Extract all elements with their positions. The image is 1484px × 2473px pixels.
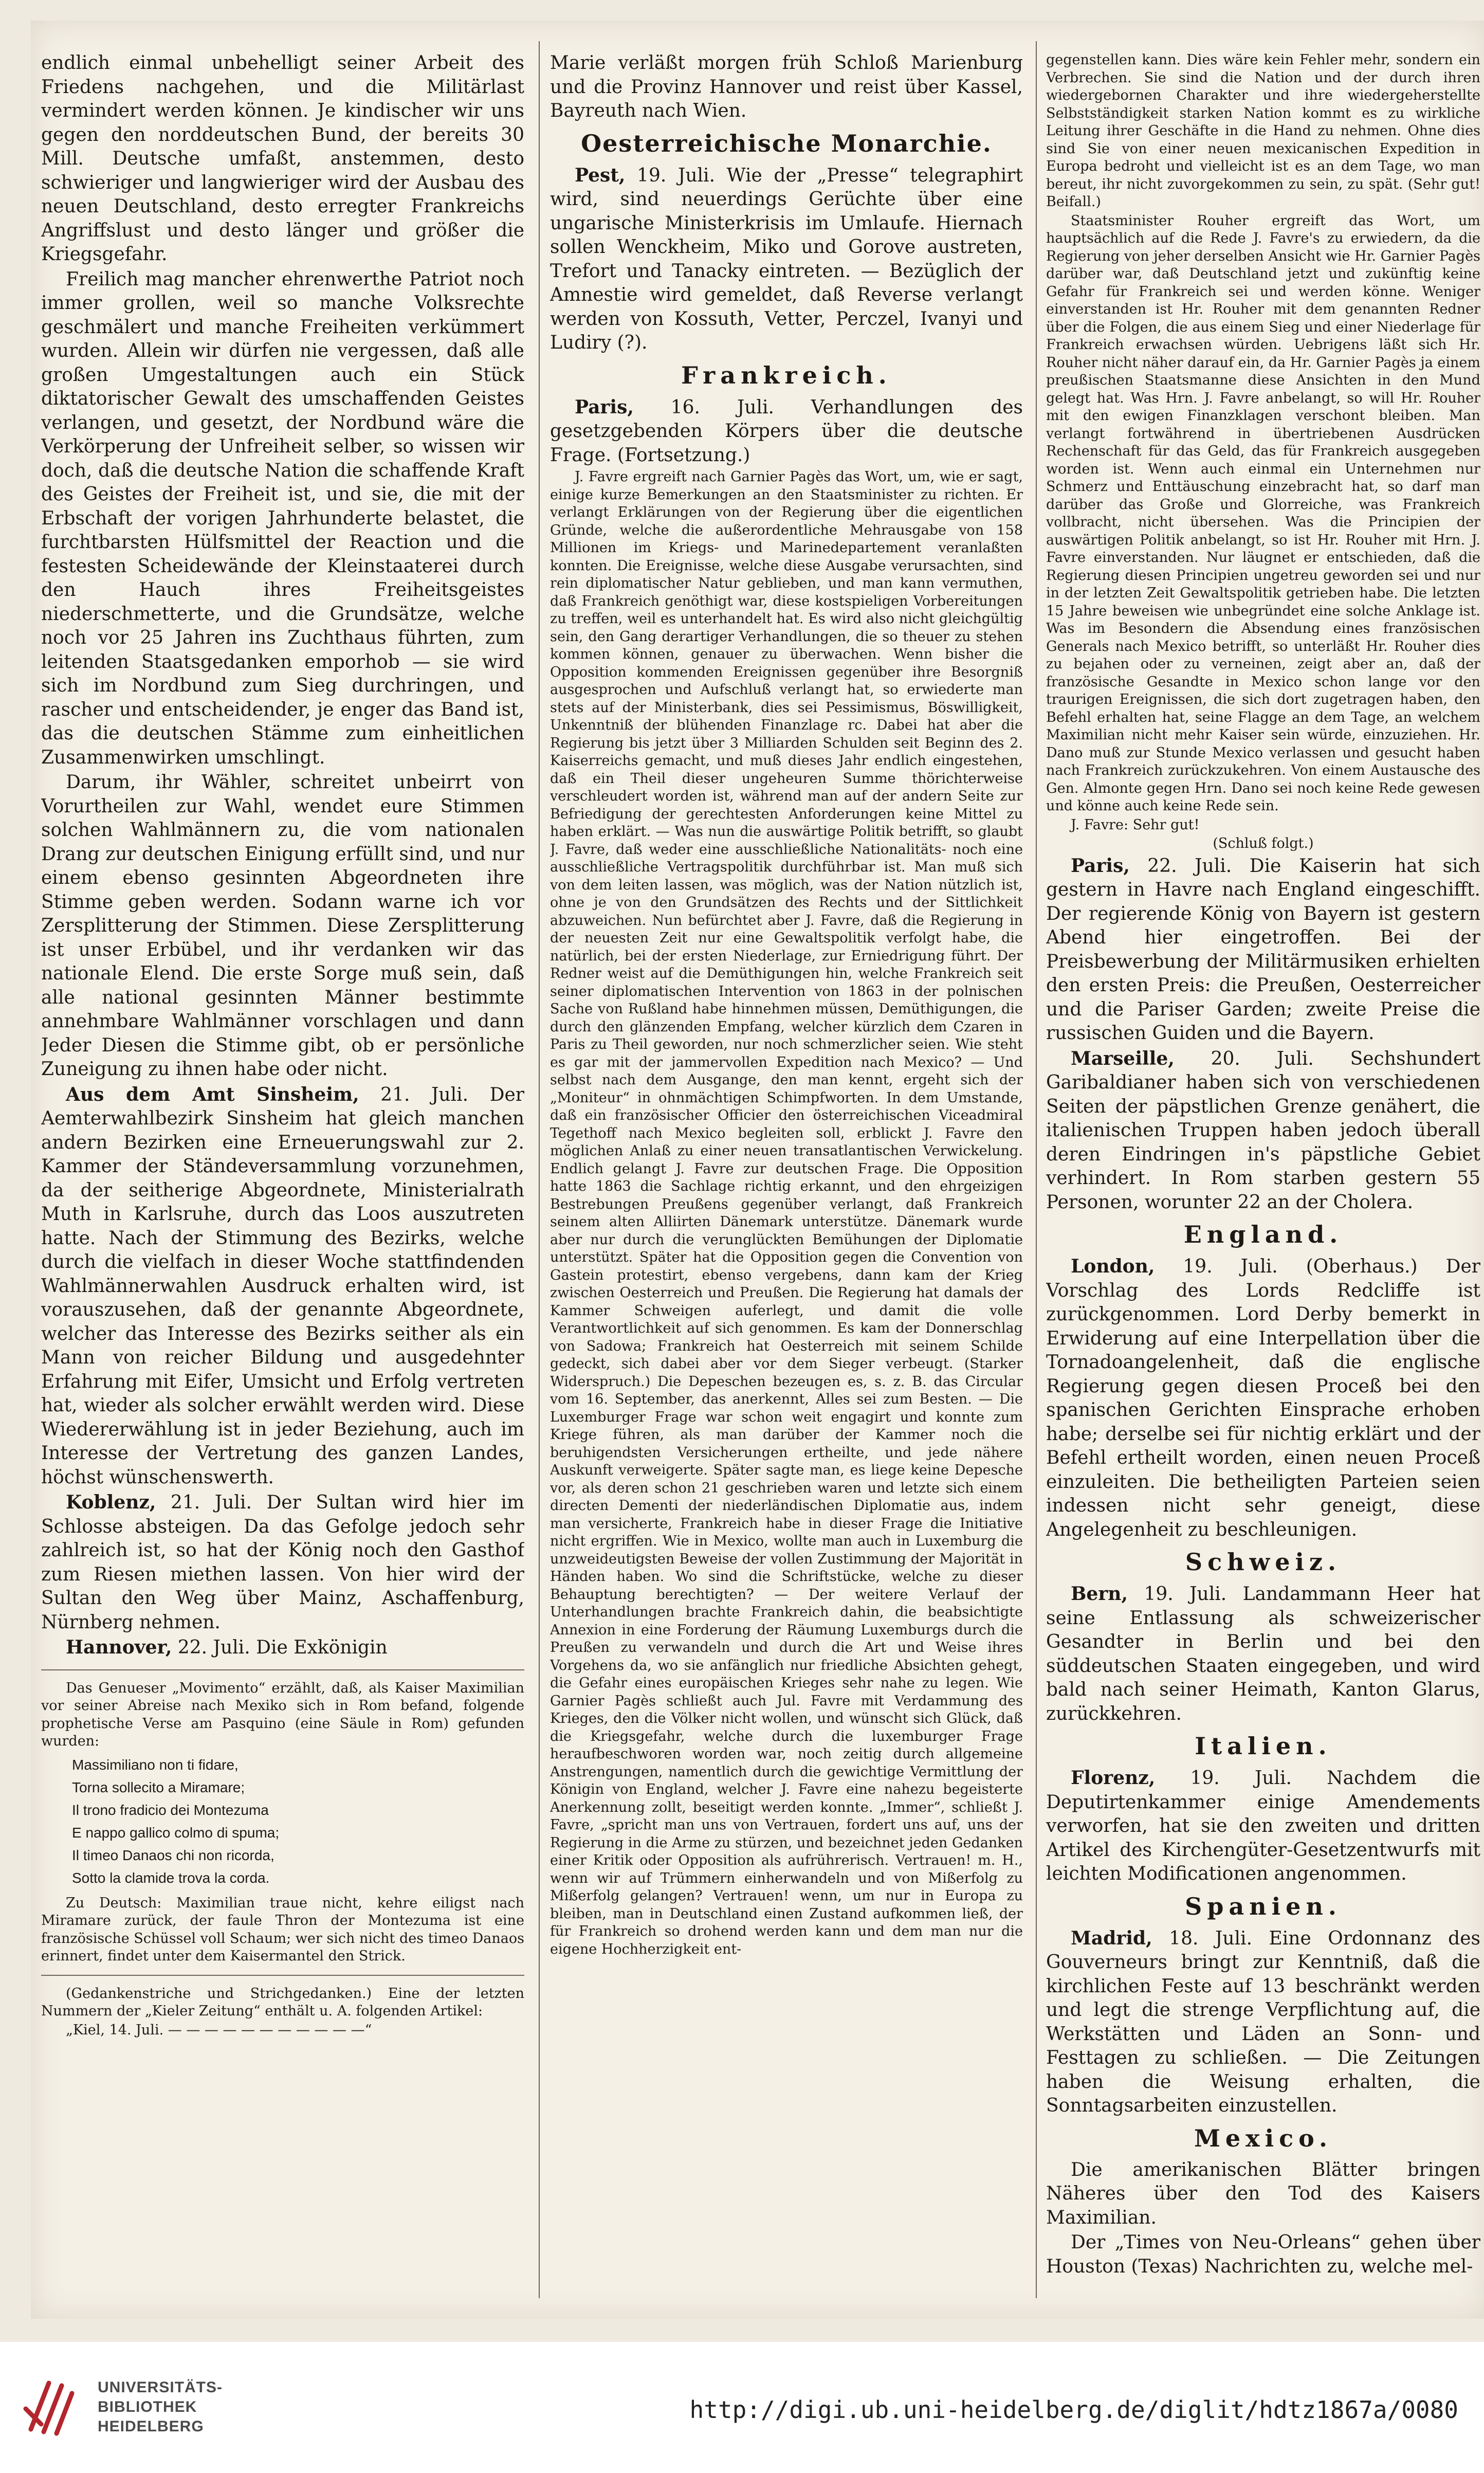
poem-line: Il trono fradicio dei Montezuma xyxy=(72,1802,269,1818)
debate-paragraph: J. Favre: Sehr gut! xyxy=(1071,816,1200,833)
university-library-logo xyxy=(21,2373,82,2440)
news-text: 18. Juli. Eine Ordonnanz des Gouverneurs bringt zur Kenntniß, daß die kirchlichen Feste auf 13 beschränkt werden und legt die strenge Verpflichtung auf, die Werkstätten und Läden an Sonn- und Festtagen zu schließen. — Die Zeitungen haben die Weisung erhalten, die Sonntagsarbeiten einzustellen. xyxy=(1046,1928,1480,2116)
column-right xyxy=(1046,51,1480,2288)
news-item-pest xyxy=(550,163,1023,355)
news-item-florenz xyxy=(1046,1766,1480,1886)
divider xyxy=(41,1669,524,1670)
news-text: 21. Juli. Der Sultan wird hier im Schlosse absteigen. Da das Gefolge jedoch sehr zahlreich ist, so hat der König noch den Gasthof zum Riesen miethen lassen. Von hier wird der Sultan den Weg über Mainz, Aschaffenburg, Nürnberg nehmen. xyxy=(41,1492,524,1633)
poem-line: Il timeo Danaos chi non ricorda, xyxy=(72,1847,274,1863)
news-item-sinsheim xyxy=(41,1083,524,1490)
news-item-hannover xyxy=(41,1635,524,1660)
news-text: 20. Juli. Sechshundert Garibaldianer haben sich von verschiedenen Seiten der päpstlichen Grenze genähert, die italienischen Truppen haben jedoch überall deren Eindringen in's päpstliche Gebiet verhindert. In Rom starben gestern 55 Personen, worunter 22 an der Cholera. xyxy=(1046,1048,1480,1213)
poem-translation: Zu Deutsch: Maximilian traue nicht, kehre eiligst nach Miramare zurück, der faule Thron der Montezuma ist eine französische Schüssel voll Schaum; wer sich nicht des timeo Danaos erinnert, findet unter dem Kaisermantel den Strick. xyxy=(41,1895,524,1964)
debate-paragraph: gegenstellen kann. Dies wäre kein Fehler mehr, sondern ein Verbrechen. Sie sind die Nation und der durch ihren wiedergebornen Charakter und ihre wiedergeherstellte Selbstständigkeit starken Nation kommt es zu wirkliche Leitung ihrer Geschäfte in die Hand zu nehmen. Ohne dies sind Sie von einer neuen mexicanischen Expedition in Europa bedroht und vielleicht ist es an dem Tage, wo man bereut, ihr nicht zuvorgekommen zu sein, zu spät. (Sehr gut! Beifall.) xyxy=(1046,52,1480,210)
digitization-footer xyxy=(0,2342,1484,2473)
news-item-koblenz xyxy=(41,1490,524,1634)
dateline: Pest, xyxy=(575,164,626,186)
continued-note: (Schluß folgt.) xyxy=(1213,835,1314,851)
column-left xyxy=(41,51,524,2288)
dateline: Aus dem Amt Sinsheim, xyxy=(66,1083,359,1105)
news-text: 16. Juli. Verhandlungen des gesetzgebenden Körpers über die deutsche Frage. (Fortsetzung.) xyxy=(550,396,1023,466)
news-item-paris xyxy=(1046,854,1480,1046)
news-text: 19. Juli. Wie der „Presse“ telegraphirt wird, sind neuerdings Gerüchte über eine ungarische Ministerkrisis im Umlaufe. Hiernach sollen Wenckheim, Miko und Gorove austreten, Trefort und Tanacky eintreten. — Bezüglich der Amnestie wird gemeldet, daß Reverse verlangt werden von Kossuth, Vetter, Perczel, Ivanyi und Ludiry (?). xyxy=(550,165,1023,353)
feuilleton-intro: (Gedankenstriche und Strichgedanken.) Eine der letzten Nummern der „Kieler Zeitung“ enthält u. A. folgenden Artikel: xyxy=(41,1985,524,2019)
news-item-marseille xyxy=(1046,1047,1480,1215)
dateline: Bern, xyxy=(1071,1583,1128,1605)
article-paragraph: Die amerikanischen Blätter bringen Näheres über den Tod des Kaisers Maximilian. xyxy=(1046,2159,1480,2228)
library-name-line: UNIVERSITÄTS- xyxy=(98,2379,223,2396)
library-name-line: HEIDELBERG xyxy=(98,2418,204,2435)
news-text: 22. Juli. Die Kaiserin hat sich gestern in Havre nach England eingeschifft. Der regierende König von Bayern ist gestern Abend hier eingetroffen. Bei der Preisbewerbung der Militärmusiken erhielten den ersten Preis: die Preußen, Oesterreicher und die Pariser Garden; zweite Preise die russischen Guiden und die Bayern. xyxy=(1046,855,1480,1044)
dateline: Paris, xyxy=(1071,854,1130,877)
poem-line: Sotto la clamide trova la corda. xyxy=(72,1869,270,1886)
news-text: 19. Juli. Landammann Heer hat seine Entlassung als schweizerischer Gesandter in Berlin und bei den süddeutschen Staaten eingegeben, und wird bald nach seiner Heimath, Kanton Glarus, zurückkehren. xyxy=(1046,1584,1480,1724)
column-rule xyxy=(539,41,540,2298)
article-paragraph: Marie verläßt morgen früh Schloß Marienburg und die Provinz Hannover und reist über Kassel, Bayreuth nach Wien. xyxy=(550,52,1023,121)
news-item-madrid xyxy=(1046,1926,1480,2118)
section-heading: Mexico. xyxy=(1194,2124,1332,2152)
divider xyxy=(41,1975,524,1976)
poem-line: Torna sollecito a Miramare; xyxy=(72,1779,245,1795)
kiel-quote: „Kiel, 14. Juli. — — — — — — — — — — —“ xyxy=(66,2022,372,2038)
section-heading: Italien. xyxy=(1195,1732,1332,1760)
news-text: 19. Juli. Nachdem die Deputirtenkammer einige Amendements verworfen, hat sie den zweiten und dritten Artikel des Kirchengüter-Gesetzentwurfs mit leichten Modificationen angenommen. xyxy=(1046,1768,1480,1884)
article-paragraph: endlich einmal unbehelligt seiner Arbeit des Friedens nachgehen, und die Militärlast vermindert werden können. Je kindischer wir uns gegen den norddeutschen Bund, der bereits 30 Mill. Deutsche umfaßt, anstemmen, desto schwieriger und langwieriger wird der Ausbau des neuen Deutschland, desto erregter Frankreichs Angriffslust und desto länger und größer die Kriegsgefahr. xyxy=(41,52,524,265)
dateline: Florenz, xyxy=(1071,1767,1156,1789)
column-rule xyxy=(1036,41,1037,2298)
dateline: Paris, xyxy=(575,396,634,418)
column-middle xyxy=(550,51,1023,2288)
article-paragraph: Der „Times von Neu-Orleans“ gehen über Houston (Texas) Nachrichten zu, welche mel- xyxy=(1046,2232,1480,2277)
library-name xyxy=(98,2378,223,2436)
news-item-paris xyxy=(550,395,1023,468)
dateline: Hannover, xyxy=(66,1636,172,1658)
section-heading: England. xyxy=(1183,1221,1343,1248)
poem xyxy=(41,1754,524,1889)
section-heading: Frankreich. xyxy=(681,361,892,389)
debate-paragraph: J. Favre ergreift nach Garnier Pagès das Wort, um, wie er sagt, einige kurze Bemerkungen an den Staatsminister zu richten. Er verlangt Erklärungen von der Regierung über die eigentlichen Gründe, welche die außerordentliche Mehrausgabe von 158 Millionen im Kriegs- und Marinedepartement veranlaßten konnten. Die Ereignisse, welche diese Ausgabe verursachten, sind rein diplomatischer Natur geblieben, und man kann vermuthen, daß Frankreich genöthigt war, diese kostspieligen Vorbereitungen zu treffen, weil es unterhandelt hat. Es wird also nicht gleichgültig sein, den Gang derartiger Verhandlungen, die so theuer zu stehen kommen können, genauer zu überwachen. Wenn bisher die Opposition kommenden Ereignissen gegenüber ihre Besorgniß ausgesprochen und Aufschluß verlangt hat, so erwiederte man stets auf der Ministerbank, dies sei Pessimismus, Böswilligkeit, Unkenntniß der blühenden Finanzlage rc. Dabei hat aber die Regierung bis jetzt über 3 Milliarden Schulden seit Beginn des 2. Kaiserreichs gemacht, und muß dieses Jahr endlich eingestehen, daß ein Theil dieser ungeheuren Summe thörichterweise verschleudert worden ist, während man auf der andern Seite zur Befriedigung der gerechtesten Anforderungen keine Mittel zu haben erklärt. — Was nun die auswärtige Politik betrifft, so glaubt J. Favre, daß weder eine ausschließliche Nationalitäts- noch eine ausschließliche Vertragspolitik durchführbar ist. Man muß sich von dem leiten lassen, was möglich, was der Nation nützlich ist, ohne je von den Grundsätzen des Rechts und der Sittlichkeit abzuweichen. Nun befürchtet aber J. Favre, daß die Regierung in der neuesten Zeit nur eine Gewaltspolitik verfolgt habe, die natürlich, bei der ersten Niederlage, zur Erniedrigung führt. Der Redner weist auf die Demüthigungen hin, welche Frankreich seit seiner diplomatischen Intervention von 1863 in der polnischen Sache von Rußland habe hinnehmen müssen, Demüthigungen, die durch den glänzenden Empfang, welcher kürzlich dem Czaren in Paris zu Theil geworden, nur noch schmerzlicher seien. Wie steht es gar mit der jammervollen Expedition nach Mexico? — Und selbst nach dem Ausgange, den man kennt, ergeht sich der „Moniteur“ in ohnmächtigen Schimpfworten. In dem Umstande, daß ein französischer Officier den österreichischen Viceadmiral Tegethoff nach Mexico begleiten soll, erblickt J. Favre den möglichen Anlaß zu einer neuen transatlantischen Verwickelung. Endlich gelangt J. Favre zur deutschen Frage. Die Opposition hatte 1863 die Sachlage richtig erkannt, und den ehrgeizigen Bestrebungen Preußens gegenüber verlangt, daß Frankreich seinem alten Alliirten Dänemark unterstütze. Dänemark wurde aber nur durch die verunglückten Bemühungen der Diplomatie unterstützt. Später hat die Opposition gegen die Convention von Gastein protestirt, ebenso vergebens, dann kam der Krieg zwischen Oesterreich und Preußen. Die Regierung hat damals der Kammer Schweigen auferlegt, und damit die volle Verantwortlichkeit auf sich genommen. Es kam der Donnerschlag von Sadowa; Frankreich hat Oesterreich mit seinem Schilde gedeckt, sich dabei aber vor dem Sieger verbeugt. (Starker Widerspruch.) Die Depeschen bezeugen es, s. z. B. das Circular vom 16. September, das anerkennt, Alles sei zum Besten. — Die Luxemburger Frage war schon weit engagirt und konnte zum Kriege führen, als man darüber der Kammer noch die beruhigendsten Versicherungen ertheilte, und jede nähere Auskunft verweigerte. Später sagte man, es liege keine Depesche vor, als deren schon 21 geschrieben waren und letzte sich einem directen Dementi der niederländischen Diplomatie aus, indem man versicherte, Frankreich habe in dieser Frage die Initiative nicht ergriffen. Wie in Mexico, wollte man auch in Luxemburg die unzweideutigsten Beweise der vollen Zustimmung der Majorität in Händen haben. Wo sind die Schriftstücke, welche zu dieser Behauptung berechtigten? — Der weitere Verlauf der Unterhandlungen brachte Frankreich dahin, die beabsichtigte Annexion in eine Forderung der Räumung Luxemburgs durch die Preußen zu verwandeln und durch die Art und Weise ihres Vorgehens da, wo sie anfänglich nur friedliche Absichten gehegt, die Gefahr eines europäischen Krieges sehr nahe zu legen. Wie Garnier Pagès schließt auch Jul. Favre mit Verdammung des Krieges, den die Völker nicht wollen, und wünscht sich Glück, daß die Kriegsgefahr, welche durch die luxemburger Frage heraufbeschworen worden war, noch zeitig durch allgemeine Anstrengungen, namentlich durch die gewichtige Vermittlung der Königin von England, welcher J. Favre eine nahezu begeisterte Anerkennung zollt, beseitigt werden konnte. „Immer“, schließt J. Favre, „spricht man uns von Vertrauen, fordert uns auf, uns der Regierung in die Arme zu stürzen, und bezeichnet jeden Gedanken einer Kritik oder Opposition als aufrührerisch. Vertrauen! m. H., wenn wir auf Trümmern einherwandeln und von Mißerfolg zu Mißerfolg gelangen? Vertrauen! wenn, um nur in Europa zu bleiben, man in Deutschland einen Zustand aufkommen ließ, der für Frankreich so drohend werden kann und dem man nur die eigene Hochherzigkeit ent- xyxy=(550,469,1023,1957)
news-text: 21. Juli. Der Aemterwahlbezirk Sinsheim hat gleich manchen andern Bezirken eine Erneuerungswahl zur 2. Kammer der Ständeversammlung vorzunehmen, da der seitherige Abgeordnete, Ministerialrath Muth in Karlsruhe, durch das Loos auszutreten hatte. Nach der Stimmung des Bezirks, welche durch die vielfach in dieser Woche stattfindenden Wahlmännerwahlen Ausdruck erhalten wird, ist vorauszusehen, daß der genannte Abgeordnete, welcher das Interesse des Bezirks seither als ein Mann von reicher Bildung und ausgedehnter Erfahrung mit Eifer, Umsicht und Erfolg vertreten hat, wieder als solcher erwählt werden wird. Diese Wiedererwählung ist in jeder Beziehung, auch im Interesse der Vertretung des ganzen Landes, höchst wünschenswerth. xyxy=(41,1084,524,1488)
article-paragraph: Freilich mag mancher ehrenwerthe Patriot noch immer grollen, weil so manche Volksrechte geschmälert und manche Freiheiten verkümmert wurden. Allein wir dürfen nie vergessen, daß alle großen Umgestaltungen auch ein Stück diktatorischer Gewalt des umschaffenden Geistes verlangen, und gesetzt, der Nordbund wäre die Verkörperung der Unfreiheit selber, so wissen wir doch, daß die deutsche Nation die schaffende Kraft des Geistes der Freiheit ist, und sie, die mit der Erbschaft der vorigen Jahrhunderte belastet, die furchtbarsten Hülfsmittel der Reaction und die festesten Scheidewände der Kleinstaaterei durch den Hauch ihres Freiheitsgeistes niederschmetterte, und die Grundsätze, welche noch vor 25 Jahren ins Zuchthaus führten, zum leitenden Staatsgedanken emporhob — sie wird sich im Nordbund zum Sieg durchringen, und rascher und entscheidender, je enger das Band ist, das die deutschen Stämme zum einheitlichen Zusammenwirken umschlingt. xyxy=(41,268,524,768)
library-name-line: BIBLIOTHEK xyxy=(98,2398,197,2415)
news-item-bern xyxy=(1046,1582,1480,1726)
newspaper-page xyxy=(31,21,1484,2319)
poem-line: E nappo gallico colmo di spuma; xyxy=(72,1824,280,1841)
section-heading: Spanien. xyxy=(1185,1892,1342,1920)
article-paragraph: Darum, ihr Wähler, schreitet unbeirrt von Vorurtheilen zur Wahl, wendet eure Stimmen solchen Wahlmännern zu, die vom nationalen Drang zur deutschen Einigung erfüllt sind, und nur einem ebenso gesinnten Abgeordneten ihre Stimme geben werden. Sodann warne ich vor Zersplitterung der Stimmen. Diese Zersplitterung ist unser Erbübel, und ihr verdanken wir das nationale Elend. Die erste Sorge muß sein, daß alle national gesinnten Männer bestimmte annehmbare Wahlmänner vorschlagen und dann Jeder Diesen die Stimme gibt, ob er persönliche Zuneigung zu ihnen habe oder nicht. xyxy=(41,772,524,1080)
news-text: 22. Juli. Die Exkönigin xyxy=(172,1637,388,1658)
news-text: 19. Juli. (Oberhaus.) Der Vorschlag des Lords Redcliffe ist zurückgenommen. Lord Derby bemerkt in Erwiderung auf eine Interpellation über die Tornadoangelenheit, daß die englische Regierung gegen diesen Proceß bei den spanischen Gerichten Einsprache erhoben habe; derselbe sei für nichtig erklärt und der Befehl ertheilt worden, einen neuen Proceß einzuleiten. Die betheiligten Parteien seien indessen nicht sehr geneigt, diese Angelegenheit zu beschleunigen. xyxy=(1046,1256,1480,1540)
section-heading: Oesterreichische Monarchie. xyxy=(581,129,992,157)
dateline: Marseille, xyxy=(1071,1047,1175,1069)
debate-paragraph: Staatsminister Rouher ergreift das Wort, um hauptsächlich auf die Rede J. Favre's zu erwiedern, da die Regierung von jeher derselben Ansicht wie Hr. Garnier Pagès darüber war, daß Deutschland jetzt und zukünftig keine Gefahr für Frankreich sei und werden könne. Weniger einverstanden ist Hr. Rouher mit dem genannten Redner über die Folgen, die aus einem Sieg und einer Niederlage für Frankreich erwachsen würden. Uebrigens läßt sich Hr. Rouher nicht näher darauf ein, da Hr. Garnier Pagès ja einem preußischen Staatsmanne diese Ansichten in den Mund gelegt hat. Was Hrn. J. Favre anbelangt, so will Hr. Rouher mit den ewigen Finanzklagen verschont bleiben. Man verlangt fortwährend in übertriebenen Ausdrücken Rechenschaft für das Geld, das für Frankreich ausgegeben worden ist. Wenn auch einmal ein Unternehmen nur Schmerz und Enttäuschung einzebracht hat, so darf man darüber das Große und Glorreiche, was Frankreich vollbracht, nicht übersehen. Was die Principien der auswärtigen Politik anbelangt, so ist Hr. Rouher mit Hrn. J. Favre einverstanden. Nur läugnet er entschieden, daß die Regierung diesen Principien ungetreu geworden sei und nur in der letzten Zeit Gewaltspolitik getrieben habe. Die letzten 15 Jahre beweisen wie unbegründet eine solche Anklage ist. Was im Besondern die Absendung eines französischen Generals nach Mexico betrifft, so unterläßt Hr. Rouher dies zu bejahen oder zu verneinen, zeigt aber an, daß der französische Gesandte in Mexico schon lange vor den traurigen Ereignissen, die sich dort zugetragen haben, den Befehl erhalten hat, seine Flagge an dem Tage, an welchem Maximilian nicht mehr Kaiser sein würde, einzuziehen. Hr. Dano muß zur Stunde Mexico verlassen und gesucht haben nach Frankreich zurückzukehren. Von einem Austausche des Gen. Almonte gegen Hrn. Dano sei noch keine Rede gewesen und könne auch keine Rede sein. xyxy=(1046,212,1480,814)
dateline: Madrid, xyxy=(1071,1927,1152,1949)
section-heading: Schweiz. xyxy=(1185,1548,1342,1576)
dateline: London, xyxy=(1071,1256,1155,1277)
feuilleton-intro: Das Genueser „Movimento“ erzählt, daß, als Kaiser Maximilian vor seiner Abreise nach Mexiko sich in Rom befand, folgende prophetische Verse am Pasquino (eine Säule in Rom) gefunden wurden: xyxy=(41,1680,524,1749)
poem-line: Massimiliano non ti fidare, xyxy=(72,1756,239,1773)
dateline: Koblenz, xyxy=(66,1492,156,1513)
source-url[interactable]: http://digi.ub.uni-heidelberg.de/diglit/hdtz1867a/0080 xyxy=(689,2396,1458,2424)
news-item-london xyxy=(1046,1254,1480,1542)
